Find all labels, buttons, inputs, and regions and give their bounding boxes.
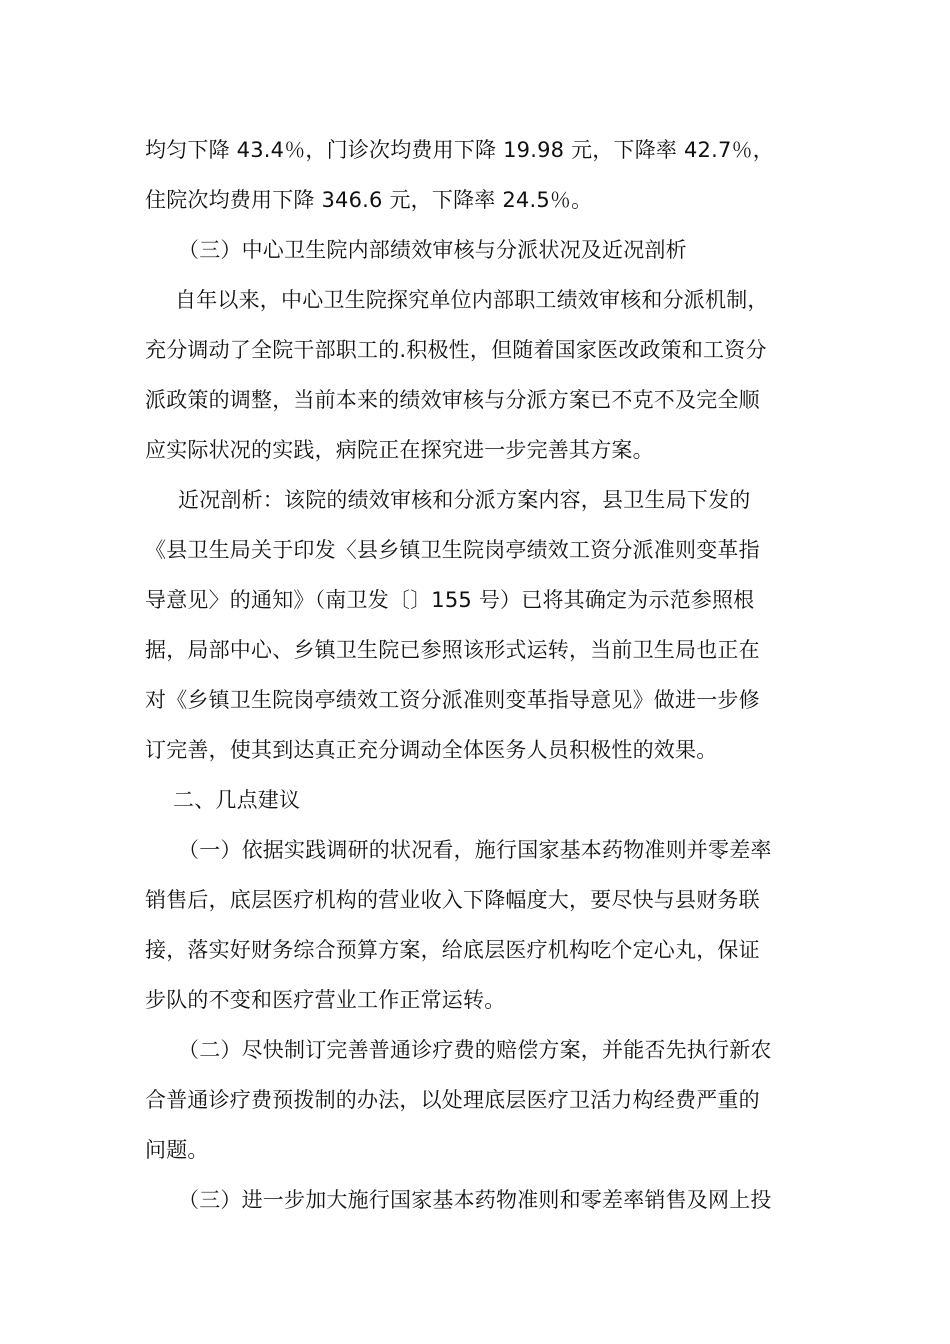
text-line: 问题。 — [145, 1138, 209, 1162]
paragraph-first-line: （三）进一步加大施行国家基本药物准则和零差率销售及网上投 — [178, 1188, 772, 1212]
paragraph-first-line: （二）尽快制订完善普通诊疗费的赔偿方案，并能否先执行新农 — [178, 1038, 772, 1062]
text-line: 应实际状况的实践，病院正在探究进一步完善其方案。 — [145, 438, 654, 462]
text-line: 合普通诊疗费预拨制的办法，以处理底层医疗卫活力构经费严重的 — [145, 1088, 760, 1112]
text-line: 订完善，使其到达真正充分调动全体医务人员积极性的效果。 — [145, 738, 718, 762]
text-line: 充分调动了全院干部职工的.积极性，但随着国家医改政策和工资分 — [145, 338, 767, 362]
text-line: 接，落实好财务综合预算方案，给底层医疗机构吃个定心丸，保证 — [145, 938, 760, 962]
text-line: 据，局部中心、乡镇卫生院已参照该形式运转，当前卫生局也正在 — [145, 638, 760, 662]
text-line: 住院次均费用下降 346.6 元，下降率 24.5％。 — [145, 188, 593, 212]
text-line: 步队的不变和医疗营业工作正常运转。 — [145, 988, 506, 1012]
section-heading: （三）中心卫生院内部绩效审核与分派状况及近况剖析 — [178, 238, 687, 262]
text-line: 对《乡镇卫生院岗亭绩效工资分派准则变革指导意见》做进一步修 — [145, 688, 760, 712]
paragraph-first-line: 近况剖析：该院的绩效审核和分派方案内容，县卫生局下发的 — [178, 488, 751, 512]
text-line: 《县卫生局关于印发〈县乡镇卫生院岗亭绩效工资分派准则变革指 — [145, 538, 760, 562]
paragraph-first-line: （一）依据实践调研的状况看，施行国家基本药物准则并零差率 — [178, 838, 772, 862]
text-line: 销售后，底层医疗机构的营业收入下降幅度大，要尽快与县财务联 — [145, 888, 760, 912]
text-line: 均匀下降 43.4％，门诊次均费用下降 19.98 元，下降率 42.7％， — [145, 138, 774, 162]
text-line: 导意见〉的通知》（南卫发〔〕155 号）已将其确定为示范参照根 — [145, 588, 755, 612]
paragraph-first-line: 自年以来，中心卫生院探究单位内部职工绩效审核和分派机制， — [175, 288, 769, 312]
section-heading: 二、几点建议 — [173, 788, 301, 812]
text-line: 派政策的调整，当前本来的绩效审核与分派方案已不克不及完全顺 — [145, 388, 760, 412]
